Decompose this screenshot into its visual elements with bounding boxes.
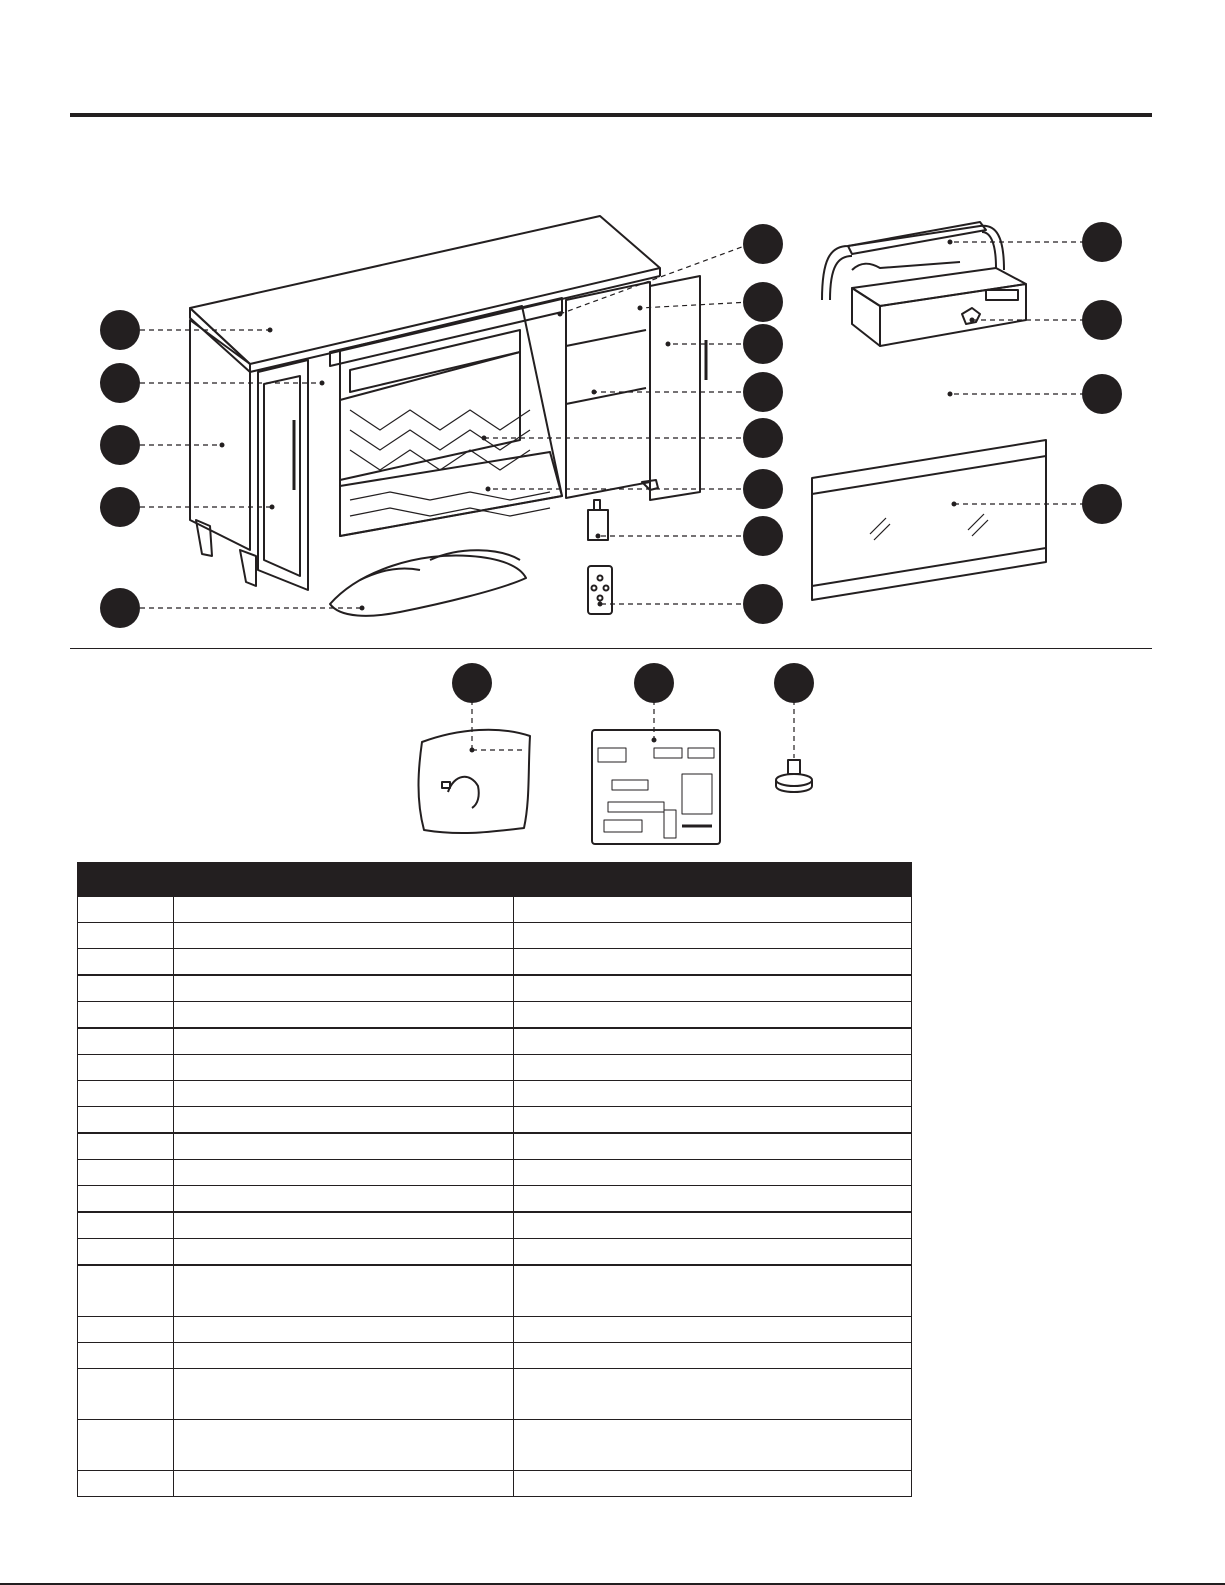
table-row bbox=[78, 1265, 912, 1317]
callout-marker bbox=[774, 663, 814, 703]
leveling-foot-drawing bbox=[776, 760, 812, 792]
callout-marker bbox=[100, 310, 140, 350]
glass-front-panel-drawing bbox=[812, 440, 1046, 600]
table-row bbox=[78, 1317, 912, 1343]
table-row bbox=[78, 949, 912, 976]
callout-marker bbox=[1082, 484, 1122, 524]
table-row bbox=[78, 1212, 912, 1239]
table-row bbox=[78, 1420, 912, 1471]
table-row bbox=[78, 1239, 912, 1266]
section-divider bbox=[70, 648, 1152, 649]
callout-marker bbox=[100, 425, 140, 465]
table-row bbox=[78, 1186, 912, 1213]
callout-marker bbox=[743, 469, 783, 509]
callout-marker bbox=[1082, 374, 1122, 414]
insert-top-trim-drawing bbox=[822, 222, 1004, 300]
right-door bbox=[650, 276, 700, 500]
callout-marker bbox=[743, 516, 783, 556]
callout-marker bbox=[634, 663, 674, 703]
remote-control-drawing bbox=[588, 566, 612, 614]
callout-marker bbox=[743, 372, 783, 412]
header-description bbox=[174, 863, 514, 897]
right-shelf-lower bbox=[566, 388, 646, 404]
table-header-row bbox=[78, 863, 912, 897]
leader-lines bbox=[140, 242, 1094, 758]
center-drawer-front bbox=[350, 330, 520, 392]
table-row bbox=[78, 1028, 912, 1055]
firebox-base-panel bbox=[340, 452, 562, 536]
table-row bbox=[78, 1343, 912, 1369]
anti-tip-kit-drawing bbox=[419, 730, 531, 833]
table-row bbox=[78, 1107, 912, 1134]
console-top-edge bbox=[190, 308, 250, 372]
header-quantity bbox=[514, 863, 912, 897]
callout-marker bbox=[1082, 300, 1122, 340]
callout-marker bbox=[743, 224, 783, 264]
table-row bbox=[78, 923, 912, 949]
left-leg-rear bbox=[240, 550, 256, 586]
callout-marker bbox=[743, 324, 783, 364]
electric-firebox-drawing bbox=[852, 262, 1026, 346]
callout-marker bbox=[100, 363, 140, 403]
parts-list-table bbox=[77, 862, 912, 1497]
callout-marker bbox=[743, 282, 783, 322]
console-top-front-edge bbox=[250, 276, 660, 372]
log-set-drawing bbox=[330, 550, 526, 616]
callout-marker bbox=[743, 584, 783, 624]
table-row bbox=[78, 1002, 912, 1029]
leader-endpoints bbox=[220, 240, 975, 753]
callout-marker bbox=[100, 588, 140, 628]
right-shelf-upper bbox=[566, 330, 646, 346]
table-row bbox=[78, 897, 912, 923]
table-row bbox=[78, 1133, 912, 1160]
callout-marker bbox=[452, 663, 492, 703]
table-row bbox=[78, 1160, 912, 1186]
media-console-drawing bbox=[190, 216, 706, 590]
callout-marker bbox=[100, 487, 140, 527]
callout-marker bbox=[743, 418, 783, 458]
callout-marker bbox=[1082, 222, 1122, 262]
table-row bbox=[78, 1369, 912, 1420]
table-row bbox=[78, 975, 912, 1002]
table-row bbox=[78, 1081, 912, 1107]
header-part bbox=[78, 863, 174, 897]
left-leg-front bbox=[196, 520, 212, 556]
table-row bbox=[78, 1055, 912, 1081]
table-row bbox=[78, 1471, 912, 1497]
hardware-pack-card-drawing bbox=[592, 730, 720, 844]
